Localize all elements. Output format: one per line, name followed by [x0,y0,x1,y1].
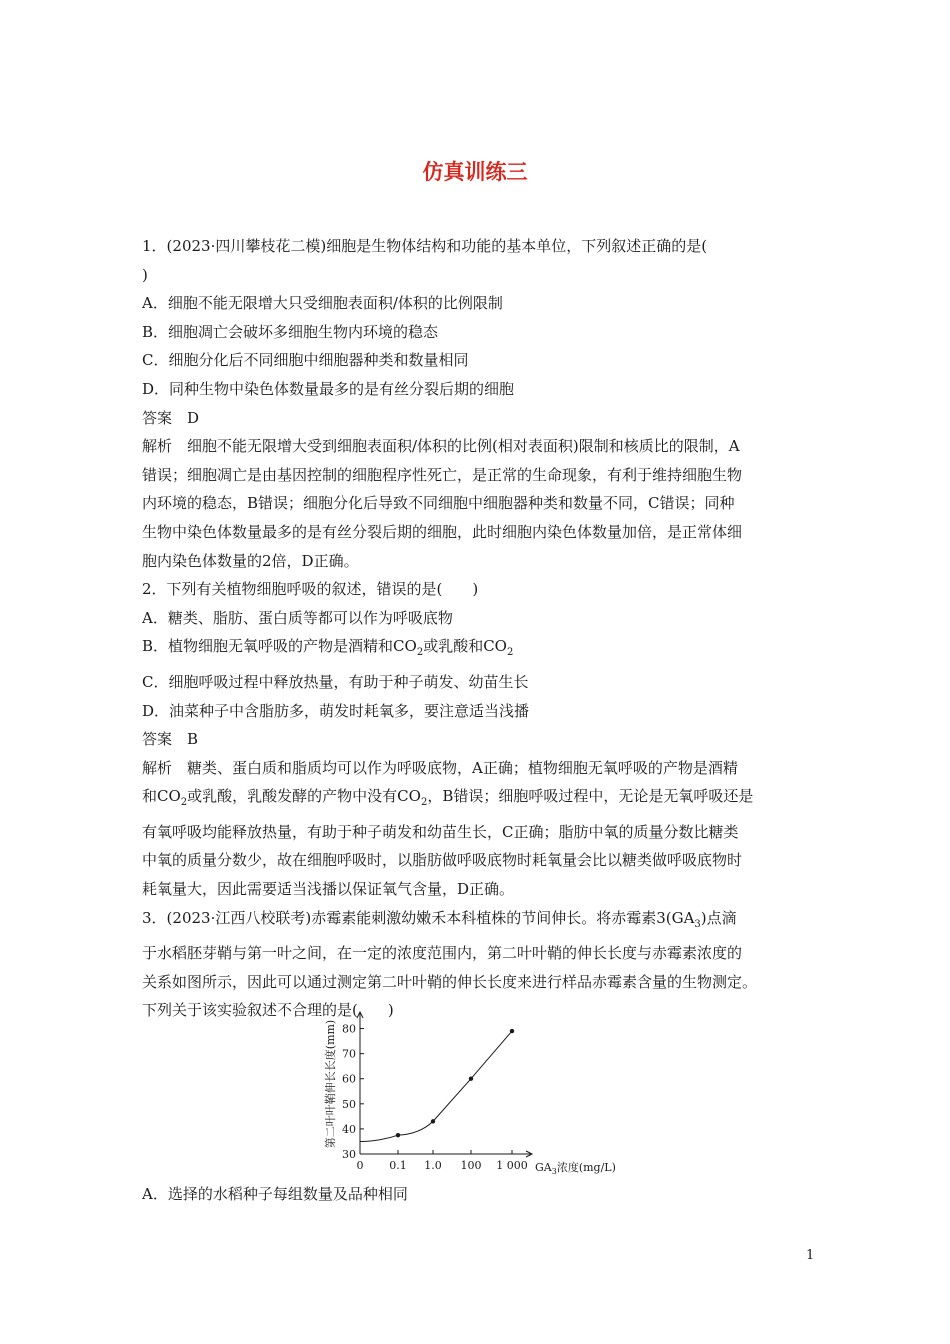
x-tick-label-4: 1 000 [496,1159,528,1172]
q1-option-c: C．细胞分化后不同细胞中细胞器种类和数量相同 [142,351,469,370]
q2-analysis-l2-text3: ，B错误；细胞呼吸过程中，无论是无氧呼吸还是 [427,787,754,806]
q2-analysis-l2-sub1: 2 [180,797,188,809]
y-tick-label-70: 70 [342,1047,356,1061]
q2-stem: 2．下列有关植物细胞呼吸的叙述，错误的是( ) [142,580,479,599]
ga3-chart [322,1006,622,1176]
q3-option-a: A．选择的水稻种子每组数量及品种相同 [142,1185,408,1203]
data-line [360,1031,512,1141]
x-tick-label-2: 1.0 [424,1159,442,1172]
q1-analysis-line4: 生物中染色体数量最多的是有丝分裂后期的细胞，此时细胞内染色体数量加倍，是正常体细 [142,522,743,541]
document-body [142,232,822,1025]
q2-analysis-line2 [142,782,822,818]
data-point-4 [510,1029,514,1033]
y-tick-label-60: 60 [342,1072,356,1086]
chart-layer [323,1012,616,1176]
q1-analysis-line2: 错误；细胞凋亡是由基因控制的细胞程序性死亡，是正常的生命现象，有利于维持细胞生物 [142,465,743,484]
data-point-1 [396,1133,400,1137]
q2-analysis-line3: 有氧呼吸均能释放热量，有助于种子萌发和幼苗生长，C正确；脂肪中氧的质量分数比糖类 [142,822,739,841]
data-point-2 [431,1119,435,1123]
q2-analysis-l2-text2: 或乳酸，乳酸发酵的产物中没有CO [187,787,421,806]
q2-option-b-text2: 或乳酸和CO [423,637,507,656]
q3-stem-line3: 关系如图所示，因此可以通过测定第二叶叶鞘的伸长长度来进行样品赤霉素含量的生物测定。 [142,972,758,991]
q1-stem-line2: ) [142,265,148,284]
y-tick-label-40: 40 [342,1122,356,1136]
q3-l1-text1: 3．(2023·江西八校联考)赤霉素能刺激幼嫩禾本科植株的节间伸长。将赤霉素3(GA [142,908,695,927]
q2-analysis-l2-sub2: 2 [420,797,428,809]
q1-option-b: B．细胞凋亡会破坏多细胞生物内环境的稳态 [142,322,439,341]
x-axis-label: $GA_3$浓度(mg/L) [535,1161,616,1176]
q1-analysis-line3: 内环境的稳态，B错误；细胞分化后导致不同细胞中细胞器种类和数量不同，C错误；同种 [142,494,735,513]
q2-analysis-line1: 解析 糖类、蛋白质和脂质均可以作为呼吸底物，A正确；植物细胞无氧呼吸的产物是酒精 [142,758,738,777]
q2-option-c: C．细胞呼吸过程中释放热量，有助于种子萌发、幼苗生长 [142,672,529,691]
q3-l1-sub: 3 [694,918,701,930]
y-axis-label: 第二叶叶鞘伸长长度(mm) [324,1019,337,1149]
data-point-3 [469,1077,473,1081]
y-tick-label-80: 80 [342,1022,356,1036]
y-tick-label-50: 50 [342,1097,356,1111]
q2-analysis-l2-text1: 和CO [142,787,181,806]
q3-stem-line2: 于水稻胚芽鞘与第一叶之间，在一定的浓度范围内，第二叶叶鞘的伸长长度与赤霉素浓度的 [142,944,743,963]
q1-stem-line1: 1．(2023·四川攀枝花二模)细胞是生物体结构和功能的基本单位，下列叙述正确的是( [142,237,708,255]
x-tick-label-1: 0.1 [389,1159,407,1172]
q2-option-a: A．糖类、脂肪、蛋白质等都可以作为呼吸底物 [142,608,453,627]
y-tick-label-30: 30 [342,1148,356,1161]
q1-option-a: A．细胞不能无限增大只受细胞表面积/体积的比例限制 [142,294,503,313]
q2-analysis-line5: 耗氧量大，因此需要适当浅播以保证氧气含量，D正确。 [142,880,515,899]
q2-answer: 答案 B [142,730,199,749]
page-number: 1 [806,1248,815,1263]
q2-option-b-sub1: 2 [416,647,424,659]
x-tick-label-3: 100 [460,1159,482,1172]
q2-option-b-text1: B．植物细胞无氧呼吸的产物是酒精和CO [142,637,417,656]
q1-analysis-line1: 解析 细胞不能无限增大受到细胞表面积/体积的比例(相对表面积)限制和核质比的限制，A [142,437,740,456]
page-title: 仿真训练三 [422,160,528,184]
q1-answer: 答案 D [142,408,200,427]
q3-stem-line1 [142,904,822,940]
q1-option-d: D．同种生物中染色体数量最多的是有丝分裂后期的细胞 [142,379,515,398]
q2-option-b [142,632,822,668]
q3-l1-text2: )点滴 [700,908,737,927]
q2-option-d: D．油菜种子中含脂肪多，萌发时耗氧多，要注意适当浅播 [142,701,530,720]
q2-option-b-sub2: 2 [506,647,514,659]
q1-analysis-line5: 胞内染色体数量的2倍，D正确。 [142,551,359,570]
x-tick-label-0: 0 [356,1159,364,1172]
q3-stem-line4: 下列关于该实验叙述不合理的是( ) [142,1001,394,1020]
q2-analysis-line4: 中氧的质量分数少，故在细胞呼吸时，以脂肪做呼吸底物时耗氧量会比以糖类做呼吸底物时 [142,851,743,870]
